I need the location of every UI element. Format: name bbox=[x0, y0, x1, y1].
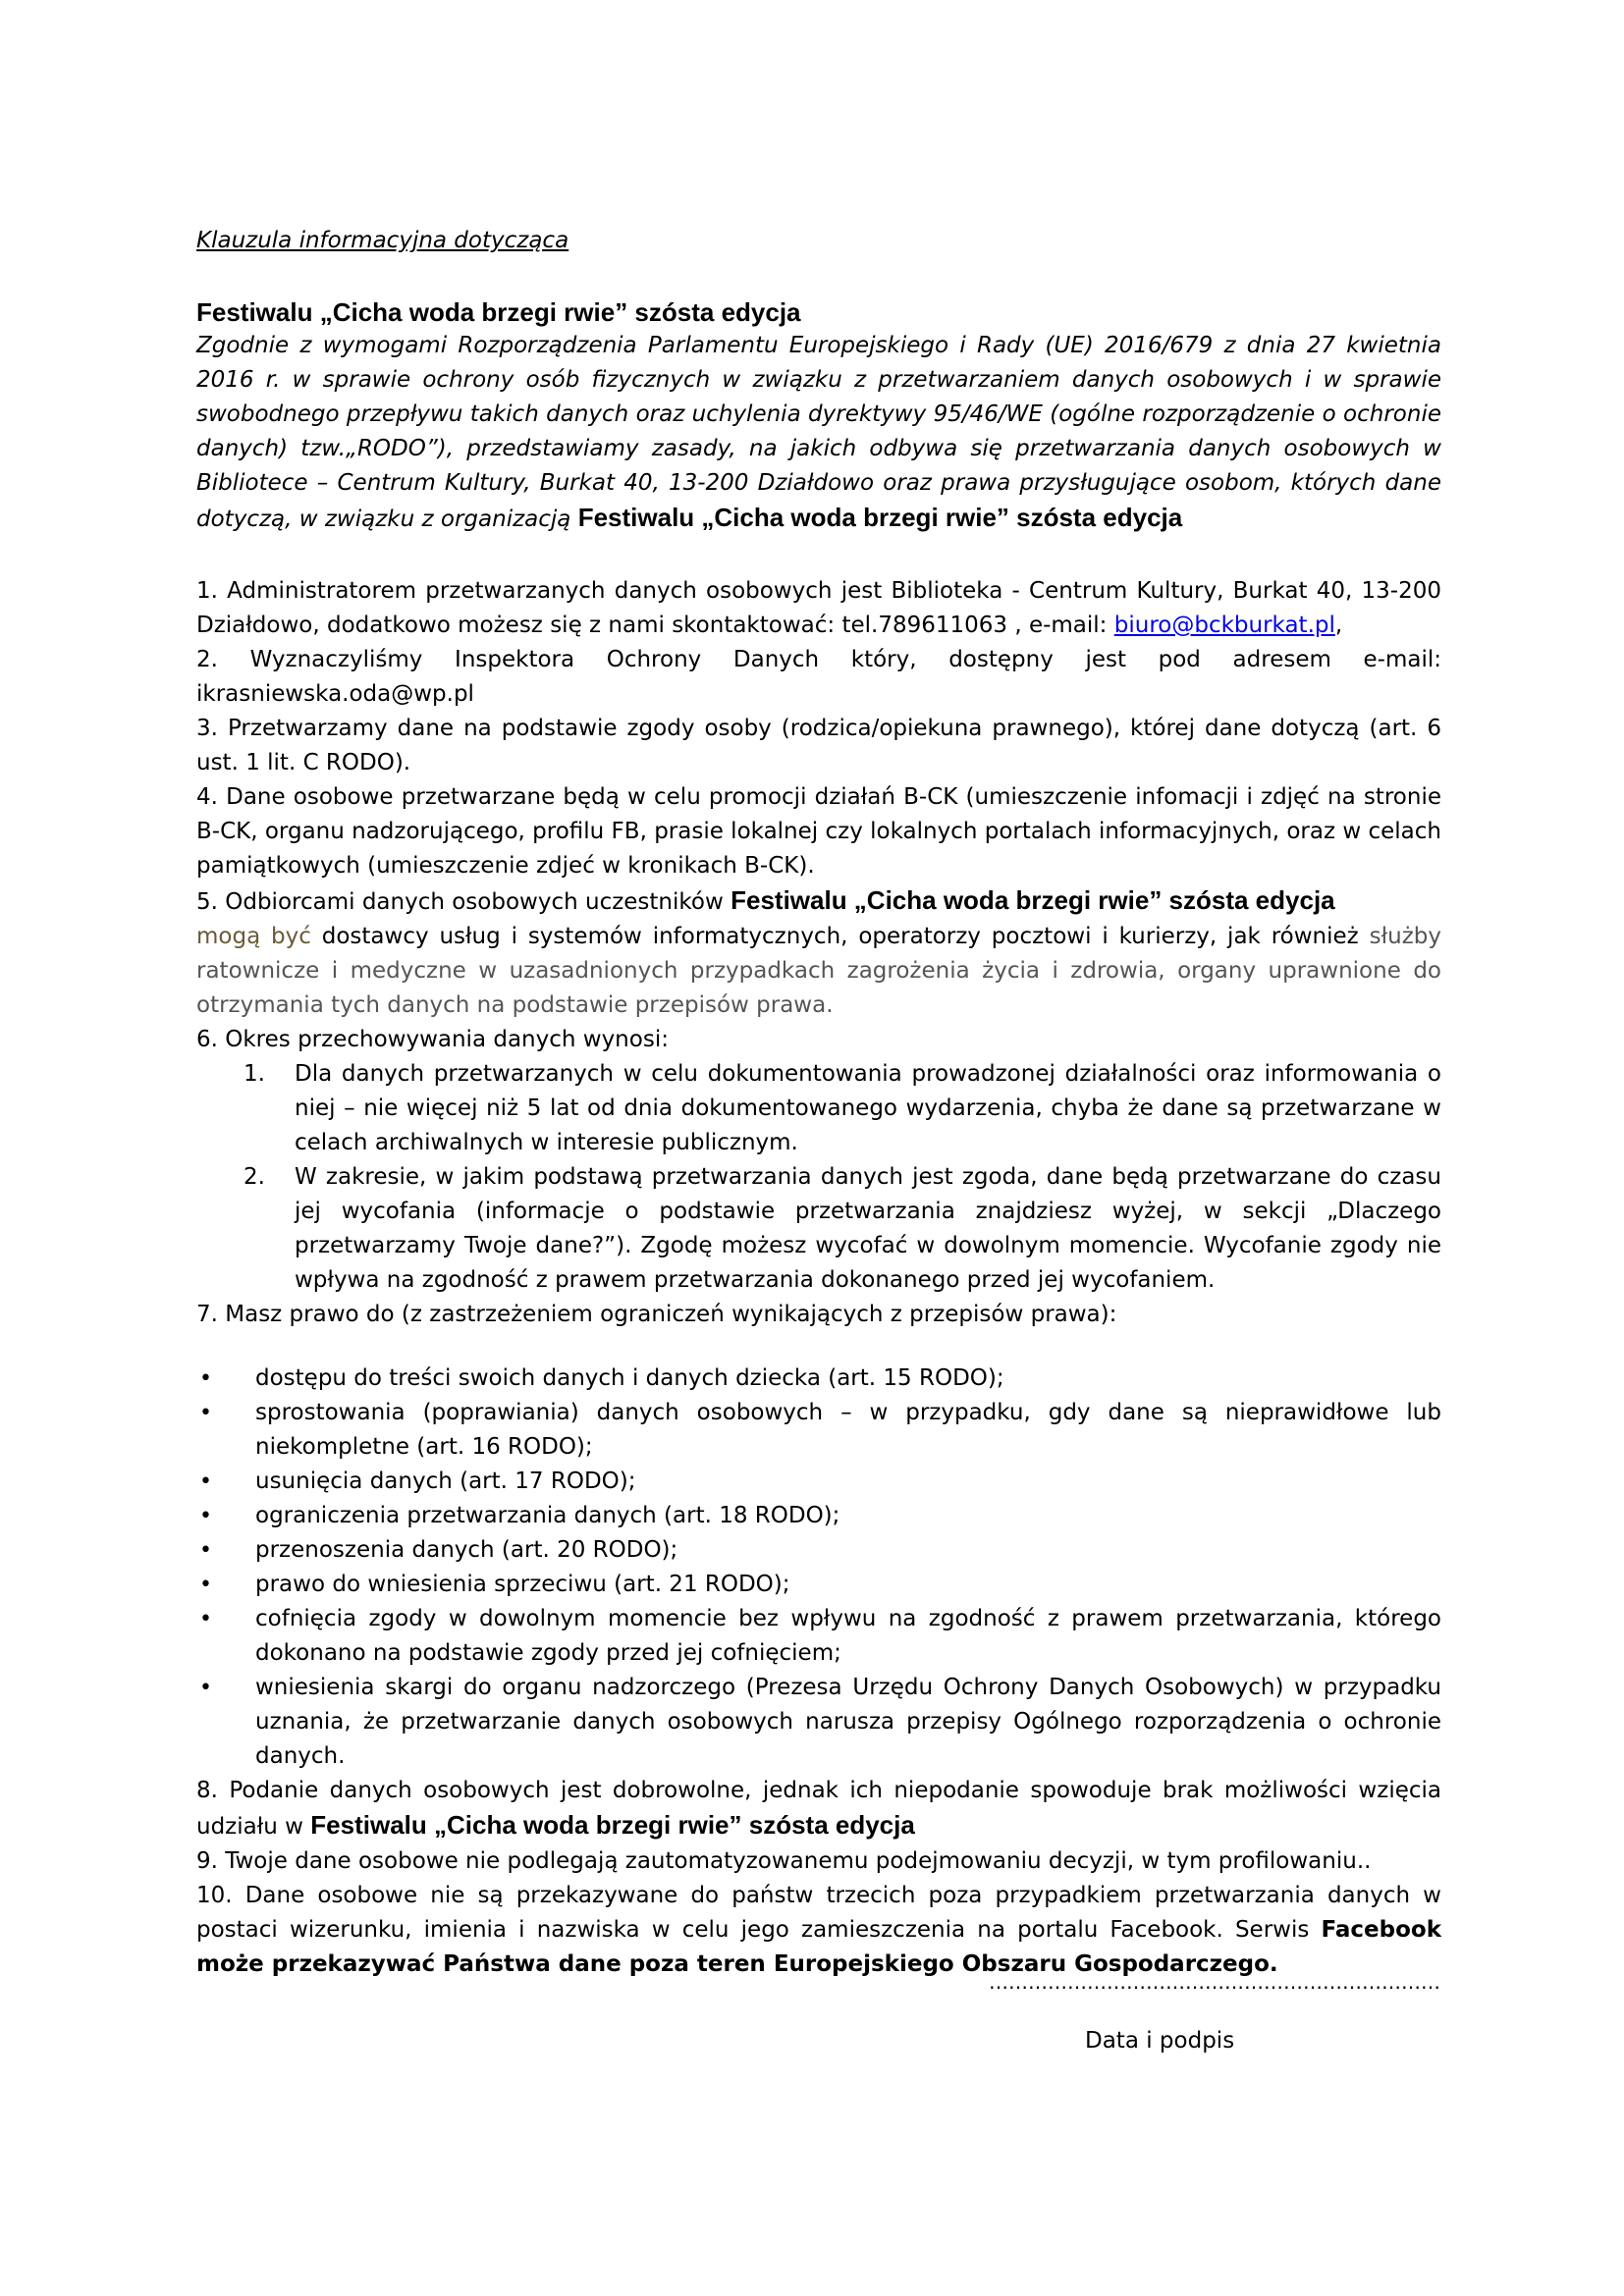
clause-5-middle-text: dostawcy usług i systemów informatycznych, operatorzy pocztowi i kurierzy, jak również bbox=[321, 924, 1359, 949]
list-item bbox=[199, 1396, 1441, 1465]
retention-list bbox=[196, 1057, 1441, 1298]
clause-5-brown-text: mogą być bbox=[196, 924, 311, 949]
clause-6: 6. Okres przechowywania danych wynosi: bbox=[196, 1027, 669, 1052]
document-body bbox=[196, 224, 1441, 1982]
signature-line: …………………………………………………………… bbox=[989, 1970, 1440, 1994]
clause-2: 2. Wyznaczyliśmy Inspektora Ochrony Danych który, dostępny jest pod adresem e-mail: ikrasniewska.oda@wp.pl bbox=[196, 647, 1441, 707]
bullet-icon: • bbox=[199, 1676, 212, 1700]
list-item-text: usunięcia danych (art. 17 RODO); bbox=[255, 1468, 636, 1494]
clause-7: 7. Masz prawo do (z zastrzeżeniem ograniczeń wynikających z przepisów prawa): bbox=[196, 1302, 1117, 1327]
intro-paragraph bbox=[196, 329, 1441, 537]
clause-4: 4. Dane osobowe przetwarzane będą w celu promocji działań B-CK (umieszczenie infomacji i zdjęć na stronie B-CK, organu nadzorującego, profilu FB, prasie lokalnej czy lokalnych portalach informacyjnych, oraz w celach pamiątkowych (umieszczenie zdjeć w kronikach B-CK). bbox=[196, 784, 1441, 879]
festival-title: Festiwalu „Cicha woda brzegi rwie” szósta edycja bbox=[196, 297, 801, 327]
clause-8-text: 8. Podanie danych osobowych jest dobrowolne, jednak ich niepodanie spowoduje brak możliwości wzięcia udziału w bbox=[196, 1778, 1441, 1840]
list-item bbox=[244, 1160, 1441, 1298]
list-item-text: W zakresie, w jakim podstawą przetwarzania danych jest zgoda, dane będą przetwarzane do czasu jej wycofania (informacje o podstawie przetwarzania znajdziesz wyżej, w sekcji „Dlaczego przetwarzamy Twoje dane?”). Zgodę możesz wycofać w dowolnym momencie. Wycofanie zgody nie wpływa na zgodność z prawem przetwarzania dokonanego przed jej wycofaniem. bbox=[295, 1164, 1441, 1293]
list-item bbox=[199, 1362, 1441, 1396]
intro-text: Zgodnie z wymogami Rozporządzenia Parlamentu Europejskiego i Rady (UE) 2016/679 z dnia 27 kwietnia 2016 r. w sprawie ochrony osób fizycznych w związku z przetwarzaniem danych osobowych i w sprawie swobodnego przepływu takich danych oraz uchylenia dyrektywy 95/46/WE (ogólne rozporządzenie o ochronie danych) tzw.„RODO”), przedstawiamy zasady, na jakich odbywa się przetwarzania danych osobowych w Bibliotece – Centrum Kultury, Burkat 40, 13-200 Działdowo oraz prawa przysługujące osobom, których dane dotyczą, w związku z organizacją bbox=[196, 333, 1441, 532]
bullet-icon: • bbox=[199, 1366, 212, 1391]
list-item bbox=[199, 1533, 1441, 1568]
clause-5 bbox=[196, 883, 1441, 1023]
clause-1-text: 1. Administratorem przetwarzanych danych osobowych jest Biblioteka - Centrum Kultury, Burkat 40, 13-200 Działdowo, dodatkowo możesz się z nami skontaktować: tel.789611063 , e-mail: bbox=[196, 578, 1441, 638]
clause-5-festival-name: Festiwalu „Cicha woda brzegi rwie” szósta edycja bbox=[731, 885, 1335, 915]
list-item-text: sprostowania (poprawiania) danych osobowych – w przypadku, gdy dane są nieprawidłowe lub niekompletne (art. 16 RODO); bbox=[255, 1400, 1441, 1460]
list-item bbox=[244, 1057, 1441, 1160]
bullet-icon: • bbox=[199, 1504, 212, 1528]
list-item bbox=[199, 1465, 1441, 1499]
list-item-text: prawo do wniesienia sprzeciwu (art. 21 RODO); bbox=[255, 1572, 790, 1597]
clause-10-bold-text: Facebook może przekazywać Państwa dane poza teren Europejskiego Obszaru Gospodarczego. bbox=[196, 1917, 1441, 1977]
bullet-icon: • bbox=[199, 1469, 212, 1494]
list-item bbox=[199, 1671, 1441, 1774]
heading-label: Klauzula informacyjna dotycząca bbox=[196, 228, 569, 253]
clause-5-grey-text: służby ratownicze i medyczne w uzasadnionych przypadkach zagrożenia życia i zdrowia, organy uprawnione do otrzymania tych danych na podstawie przepisów prawa. bbox=[196, 924, 1441, 1018]
intro-festival-name: Festiwalu „Cicha woda brzegi rwie” szósta edycja bbox=[577, 503, 1183, 532]
rights-list bbox=[196, 1362, 1441, 1774]
list-item-number: 2. bbox=[244, 1164, 265, 1190]
bullet-icon: • bbox=[199, 1401, 212, 1425]
list-item-text: wniesienia skargi do organu nadzorczego (Prezesa Urzędu Ochrony Danych Osobowych) w przypadku uznania, że przetwarzanie danych osobowych narusza przepisy Ogólnego rozporządzenia o ochronie danych. bbox=[255, 1675, 1441, 1769]
clause-1 bbox=[196, 574, 1441, 643]
clause-10 bbox=[196, 1879, 1441, 1982]
signature-label: Data i podpis bbox=[1085, 2028, 1235, 2054]
bullet-icon: • bbox=[199, 1607, 212, 1631]
clause-5-prefix: 5. Odbiorcami danych osobowych uczestników bbox=[196, 889, 724, 915]
bullet-icon: • bbox=[199, 1573, 212, 1597]
list-item-number: 1. bbox=[244, 1061, 265, 1087]
list-item-text: ograniczenia przetwarzania danych (art. 18 RODO); bbox=[255, 1503, 840, 1528]
administrator-email-link[interactable]: biuro@bckburkat.pl bbox=[1113, 613, 1335, 638]
clause-8 bbox=[196, 1774, 1441, 1844]
clause-9: 9. Twoje dane osobowe nie podlegają zautomatyzowanemu podejmowaniu decyzji, w tym profilowaniu.. bbox=[196, 1848, 1372, 1874]
list-item-text: dostępu do treści swoich danych i danych dziecka (art. 15 RODO); bbox=[255, 1365, 1004, 1391]
clause-3: 3. Przetwarzamy dane na podstawie zgody osoby (rodzica/opiekuna prawnego), której dane dotyczą (art. 6 ust. 1 lit. C RODO). bbox=[196, 716, 1441, 775]
list-item bbox=[199, 1602, 1441, 1671]
list-item bbox=[199, 1499, 1441, 1533]
clause-10-text: 10. Dane osobowe nie są przekazywane do państw trzecich poza przypadkiem przetwarzania danych w postaci wizerunku, imienia i nazwiska w celu jego zamieszczenia na portalu Facebook. Serwis bbox=[196, 1883, 1441, 1943]
list-item bbox=[199, 1568, 1441, 1602]
list-item-text: Dla danych przetwarzanych w celu dokumentowania prowadzonej działalności oraz informowania o niej – nie więcej niż 5 lat od dnia dokumentowanego wydarzenia, chyba że dane są przetwarzane w celach archiwalnych w interesie publicznym. bbox=[295, 1061, 1441, 1155]
list-item-text: przenoszenia danych (art. 20 RODO); bbox=[255, 1537, 678, 1563]
bullet-icon: • bbox=[199, 1538, 212, 1563]
clause-8-festival-name: Festiwalu „Cicha woda brzegi rwie” szósta edycja bbox=[310, 1810, 915, 1840]
clause-1-suffix: , bbox=[1334, 613, 1343, 638]
list-item-text: cofnięcia zgody w dowolnym momencie bez wpływu na zgodność z prawem przetwarzania, którego dokonano na podstawie zgody przed jej cofnięciem; bbox=[255, 1606, 1441, 1666]
